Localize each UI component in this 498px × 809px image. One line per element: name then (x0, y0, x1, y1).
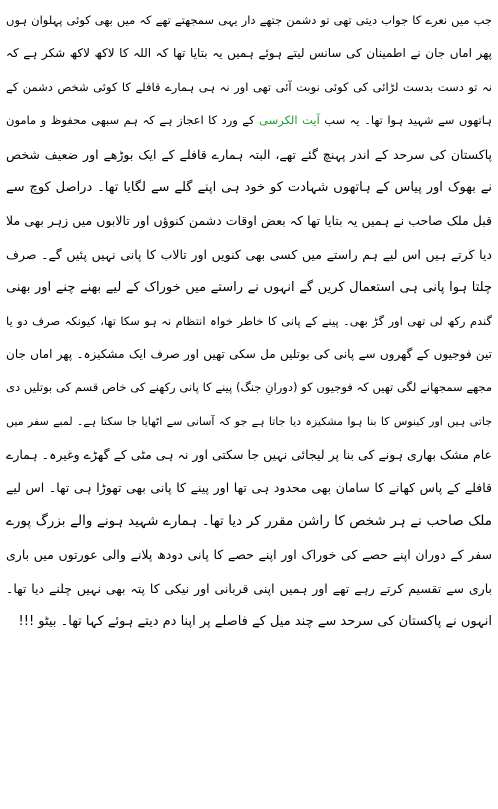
ayat-ul-kursi-highlight: آیت الکرسی (259, 113, 320, 128)
line-4-pre: ہاتھوں سے شہید ہوا تھا۔ یہ سب (324, 113, 492, 128)
text-line-16: ملک صاحب نے ہر شخص کا راشن مقرر کر دیا تھا۔ ہمارے شہید ہونے والے بزرگ پورے (6, 512, 492, 529)
text-line-12: مجھے سمجھانے لگی تھیں کہ فوجیوں کو (دورانِ جنگ) پینے کا پانی رکھنے کی خاص قسم کی بوتلیں دی (6, 380, 492, 395)
text-line-18: باری سے تقسیم کرتے رہے تھے اور ہمیں اپنی قربانی اور نیکی کا پتہ بھی نہیں چلنے دیا تھا۔ (6, 580, 492, 596)
text-line-14: عام مشک بھاری ہونے کی بنا پر لیجائی نہیں جا سکتی اور نہ ہی مٹی کے گھڑے وغیرہ۔ ہمارے (6, 447, 492, 463)
text-line-1: جب میں نعرے کا جواب دیتی تھی تو دشمن جتھے دار یہی سمجھتے تھے کہ میں بھی کوئی پہلوان ہوں (6, 13, 492, 27)
text-line-2: پھر اماں جان نے اطمینان کی سانس لیتے ہوئے ہمیں یہ بتایا تھا کہ اللہ کا لاکھ لاکھ شکر ہے کہ (6, 46, 492, 61)
line-4-post: کے ورد کا اعجاز ہے کہ ہم سبھی محفوظ و مامون (6, 113, 255, 128)
text-line-19: انہوں نے پاکستان کی سرحد سے چند میل کے فاصلے پر اپنا دم دیتے ہوئے کہا تھا۔ بیٹو !!! (18, 614, 492, 630)
text-line-10: گندم رکھ لی تھی اور گڑ بھی۔ پینے کے پانی کا خاطر خواہ انتظام نہ ہو سکا تھا، کیونکہ صرف دو یا (6, 313, 492, 328)
text-line-17: سفر کے دوران اپنے حصے کی خوراک اور اپنے حصے کا پانی دودھ پلانے والی عورتوں میں باری (6, 547, 492, 563)
text-line-9: چلتا ہوا پانی ہی استعمال کریں گے انہوں نے راستے میں خوراک کے لیے بھنے چنے اور بھنی (6, 280, 492, 296)
text-line-6: نے بھوک اور پیاس کے ہاتھوں شہادت کو خود ہی اپنے گلے سے لگایا تھا۔ دراصل کوچ سے (6, 179, 492, 195)
text-line-5: پاکستان کی سرحد کے اندر پہنچ گئے تھے، البتہ ہمارے قافلے کے ایک بوڑھے اور ضعیف شخص (6, 146, 492, 162)
text-line-3: نہ تو دست بدست لڑائی کی کوئی نوبت آئی تھی اور نہ ہی ہمارے قافلے کا کوئی شخص دشمن کے (6, 79, 492, 94)
text-line-13: جاتی ہیں اور کینوس کا بنا ہوا مشکیزہ دیا جاتا ہے جو کہ آسانی سے اٹھایا جا سکتا ہے۔ لمبے سفر میں (6, 414, 492, 428)
text-line-11: تین فوجیوں کے گھروں سے پانی کی بوتلیں مل سکی تھیں اور صرف ایک مشکیزہ۔ پھر اماں جان (6, 346, 492, 361)
text-line-15: قافلے کے پاس کھانے کا سامان بھی محدود ہی تھا اور پینے کا پانی بھی تھوڑا ہی تھا۔ اس لیے (6, 480, 492, 496)
text-line-8: دیا کرتے ہیں اس لیے ہم راستے میں کسی بھی کنویں اور تالاب کا پانی نہیں پئیں گے۔ صرف (6, 246, 492, 262)
text-line-4 (6, 104, 492, 137)
text-line-7: قبل ملک صاحب نے ہمیں یہ بتایا تھا کہ بعض اوقات دشمن کنوؤں اور تالابوں میں زہر بھی ملا (6, 213, 492, 229)
